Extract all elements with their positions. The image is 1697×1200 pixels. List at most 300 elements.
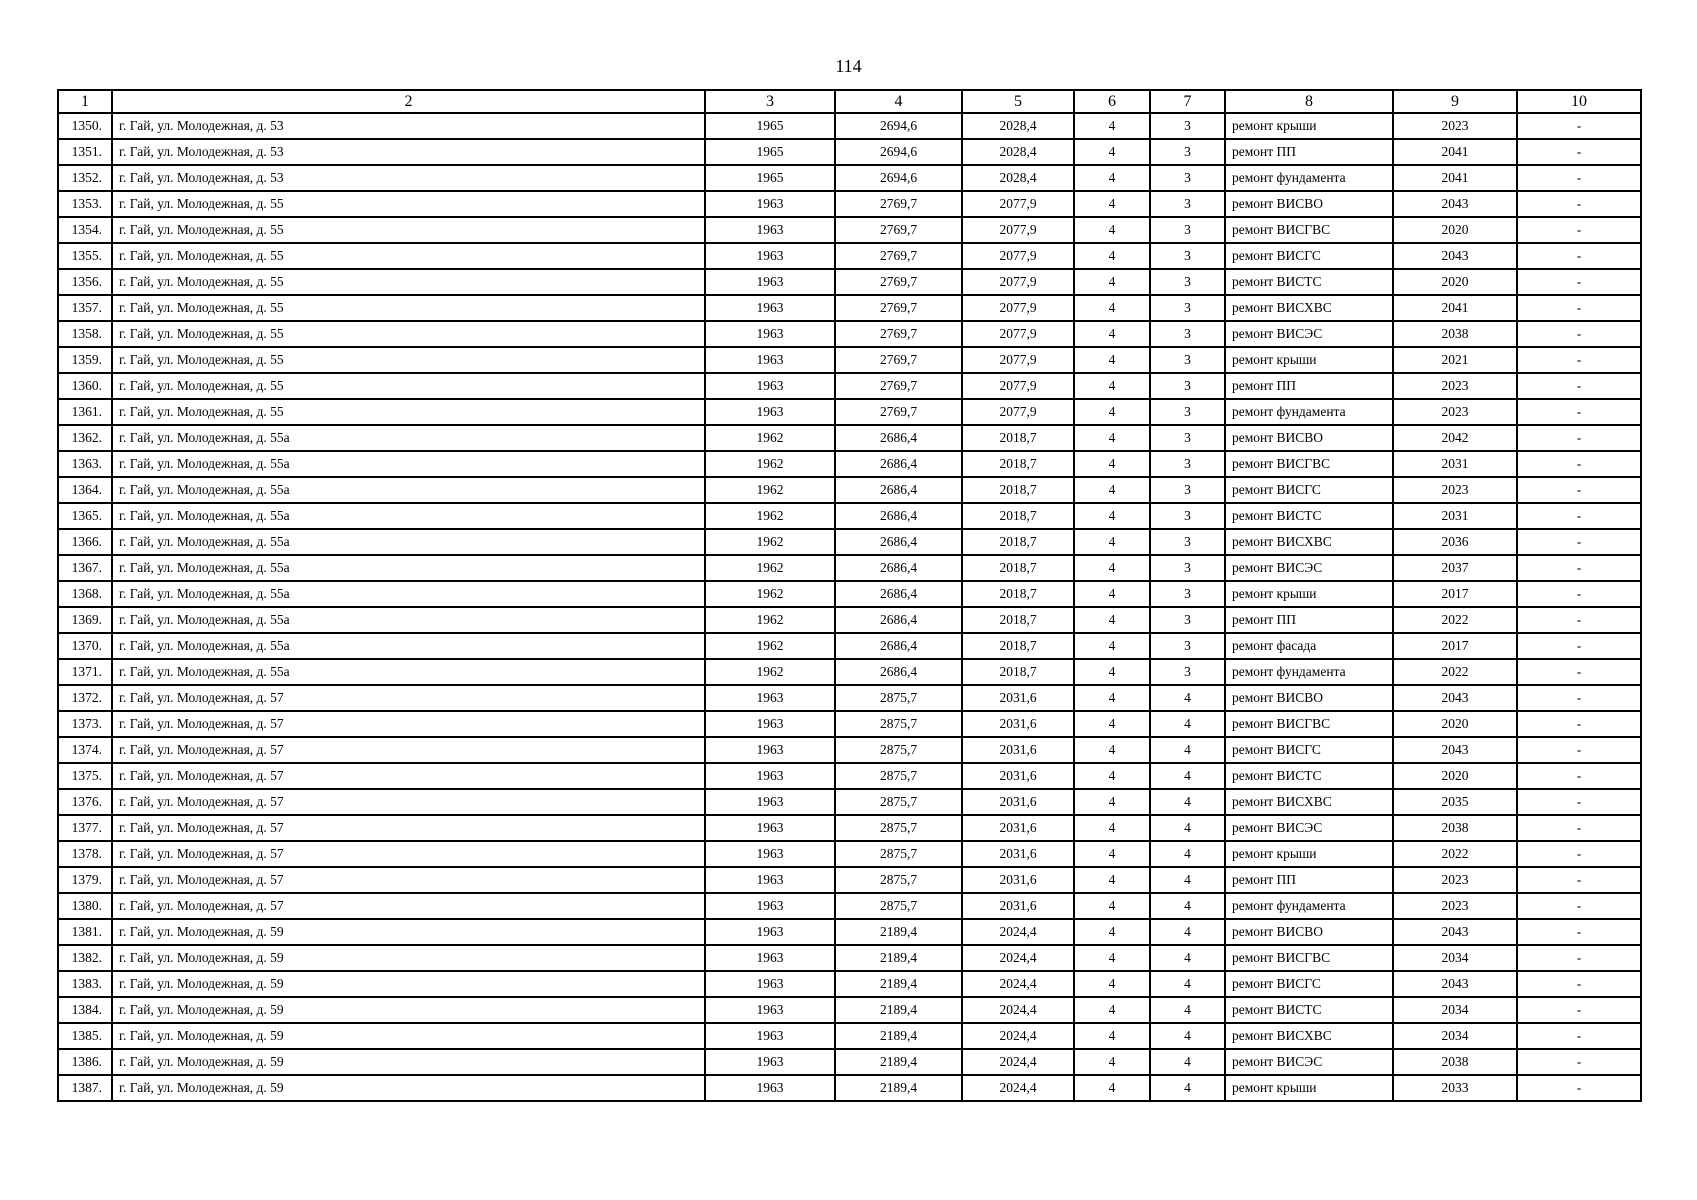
- floors-cell: 4: [1074, 243, 1150, 269]
- floors-cell: 4: [1074, 295, 1150, 321]
- address-cell: г. Гай, ул. Молодежная, д. 55: [112, 347, 705, 373]
- entrances-cell: 4: [1150, 1075, 1225, 1101]
- floors-cell: 4: [1074, 191, 1150, 217]
- work-type-cell: ремонт ПП: [1225, 607, 1393, 633]
- column-header-7: 7: [1150, 90, 1225, 113]
- note-cell: -: [1517, 451, 1641, 477]
- column-header-9: 9: [1393, 90, 1517, 113]
- entrances-cell: 3: [1150, 659, 1225, 685]
- living-area-cell: 2031,6: [962, 893, 1074, 919]
- living-area-cell: 2018,7: [962, 451, 1074, 477]
- row-number-cell: 1352.: [58, 165, 112, 191]
- entrances-cell: 3: [1150, 373, 1225, 399]
- total-area-cell: 2189,4: [835, 1075, 962, 1101]
- living-area-cell: 2031,6: [962, 867, 1074, 893]
- year-cell: 1963: [705, 295, 835, 321]
- total-area-cell: 2694,6: [835, 165, 962, 191]
- note-cell: -: [1517, 295, 1641, 321]
- table-row: [58, 451, 1641, 477]
- table-row: [58, 347, 1641, 373]
- row-number-cell: 1372.: [58, 685, 112, 711]
- total-area-cell: 2875,7: [835, 685, 962, 711]
- year-cell: 1965: [705, 113, 835, 139]
- floors-cell: 4: [1074, 321, 1150, 347]
- entrances-cell: 4: [1150, 919, 1225, 945]
- work-type-cell: ремонт ВИСХВС: [1225, 1023, 1393, 1049]
- total-area-cell: 2189,4: [835, 1023, 962, 1049]
- living-area-cell: 2031,6: [962, 789, 1074, 815]
- address-cell: г. Гай, ул. Молодежная, д. 53: [112, 165, 705, 191]
- entrances-cell: 3: [1150, 113, 1225, 139]
- floors-cell: 4: [1074, 269, 1150, 295]
- living-area-cell: 2077,9: [962, 347, 1074, 373]
- note-cell: -: [1517, 113, 1641, 139]
- work-year-cell: 2038: [1393, 815, 1517, 841]
- total-area-cell: 2686,4: [835, 633, 962, 659]
- work-year-cell: 2043: [1393, 191, 1517, 217]
- note-cell: -: [1517, 685, 1641, 711]
- year-cell: 1963: [705, 711, 835, 737]
- entrances-cell: 4: [1150, 841, 1225, 867]
- table-row: [58, 711, 1641, 737]
- note-cell: -: [1517, 243, 1641, 269]
- living-area-cell: 2077,9: [962, 321, 1074, 347]
- row-number-cell: 1358.: [58, 321, 112, 347]
- year-cell: 1962: [705, 477, 835, 503]
- living-area-cell: 2031,6: [962, 841, 1074, 867]
- total-area-cell: 2769,7: [835, 217, 962, 243]
- year-cell: 1963: [705, 1075, 835, 1101]
- row-number-cell: 1374.: [58, 737, 112, 763]
- address-cell: г. Гай, ул. Молодежная, д. 57: [112, 893, 705, 919]
- floors-cell: 4: [1074, 659, 1150, 685]
- row-number-cell: 1387.: [58, 1075, 112, 1101]
- living-area-cell: 2024,4: [962, 997, 1074, 1023]
- work-type-cell: ремонт крыши: [1225, 1075, 1393, 1101]
- table-row: [58, 789, 1641, 815]
- floors-cell: 4: [1074, 815, 1150, 841]
- table-row: [58, 1023, 1641, 1049]
- year-cell: 1963: [705, 321, 835, 347]
- living-area-cell: 2077,9: [962, 243, 1074, 269]
- note-cell: -: [1517, 633, 1641, 659]
- table-row: [58, 113, 1641, 139]
- living-area-cell: 2077,9: [962, 373, 1074, 399]
- floors-cell: 4: [1074, 451, 1150, 477]
- living-area-cell: 2018,7: [962, 633, 1074, 659]
- living-area-cell: 2077,9: [962, 191, 1074, 217]
- living-area-cell: 2018,7: [962, 555, 1074, 581]
- table-row: [58, 269, 1641, 295]
- note-cell: -: [1517, 425, 1641, 451]
- row-number-cell: 1377.: [58, 815, 112, 841]
- work-year-cell: 2043: [1393, 971, 1517, 997]
- total-area-cell: 2875,7: [835, 841, 962, 867]
- work-year-cell: 2034: [1393, 997, 1517, 1023]
- year-cell: 1963: [705, 399, 835, 425]
- row-number-cell: 1354.: [58, 217, 112, 243]
- floors-cell: 4: [1074, 217, 1150, 243]
- floors-cell: 4: [1074, 1049, 1150, 1075]
- entrances-cell: 4: [1150, 971, 1225, 997]
- entrances-cell: 3: [1150, 243, 1225, 269]
- work-year-cell: 2034: [1393, 945, 1517, 971]
- work-type-cell: ремонт ПП: [1225, 373, 1393, 399]
- table-row: [58, 737, 1641, 763]
- entrances-cell: 4: [1150, 763, 1225, 789]
- total-area-cell: 2686,4: [835, 477, 962, 503]
- entrances-cell: 4: [1150, 711, 1225, 737]
- work-year-cell: 2020: [1393, 217, 1517, 243]
- address-cell: г. Гай, ул. Молодежная, д. 57: [112, 789, 705, 815]
- row-number-cell: 1367.: [58, 555, 112, 581]
- work-year-cell: 2043: [1393, 919, 1517, 945]
- living-area-cell: 2077,9: [962, 217, 1074, 243]
- living-area-cell: 2028,4: [962, 165, 1074, 191]
- note-cell: -: [1517, 945, 1641, 971]
- floors-cell: 4: [1074, 581, 1150, 607]
- table-row: [58, 399, 1641, 425]
- work-type-cell: ремонт фундамента: [1225, 165, 1393, 191]
- note-cell: -: [1517, 1049, 1641, 1075]
- work-type-cell: ремонт ВИСВО: [1225, 425, 1393, 451]
- table-row: [58, 919, 1641, 945]
- work-year-cell: 2017: [1393, 581, 1517, 607]
- work-type-cell: ремонт фасада: [1225, 633, 1393, 659]
- entrances-cell: 4: [1150, 945, 1225, 971]
- year-cell: 1963: [705, 191, 835, 217]
- total-area-cell: 2686,4: [835, 607, 962, 633]
- year-cell: 1963: [705, 919, 835, 945]
- row-number-cell: 1363.: [58, 451, 112, 477]
- total-area-cell: 2769,7: [835, 373, 962, 399]
- total-area-cell: 2694,6: [835, 139, 962, 165]
- work-type-cell: ремонт ВИСХВС: [1225, 789, 1393, 815]
- address-cell: г. Гай, ул. Молодежная, д. 53: [112, 139, 705, 165]
- total-area-cell: 2686,4: [835, 529, 962, 555]
- note-cell: -: [1517, 269, 1641, 295]
- work-type-cell: ремонт ВИСТС: [1225, 503, 1393, 529]
- address-cell: г. Гай, ул. Молодежная, д. 53: [112, 113, 705, 139]
- living-area-cell: 2024,4: [962, 1023, 1074, 1049]
- total-area-cell: 2769,7: [835, 243, 962, 269]
- note-cell: -: [1517, 789, 1641, 815]
- work-year-cell: 2022: [1393, 659, 1517, 685]
- row-number-cell: 1355.: [58, 243, 112, 269]
- note-cell: -: [1517, 763, 1641, 789]
- floors-cell: 4: [1074, 893, 1150, 919]
- work-year-cell: 2020: [1393, 269, 1517, 295]
- work-type-cell: ремонт ВИСГВС: [1225, 217, 1393, 243]
- page-number: 114: [835, 56, 862, 76]
- floors-cell: 4: [1074, 529, 1150, 555]
- work-year-cell: 2020: [1393, 763, 1517, 789]
- work-year-cell: 2038: [1393, 1049, 1517, 1075]
- entrances-cell: 3: [1150, 633, 1225, 659]
- note-cell: -: [1517, 607, 1641, 633]
- work-year-cell: 2023: [1393, 373, 1517, 399]
- row-number-cell: 1357.: [58, 295, 112, 321]
- work-year-cell: 2023: [1393, 867, 1517, 893]
- floors-cell: 4: [1074, 867, 1150, 893]
- address-cell: г. Гай, ул. Молодежная, д. 59: [112, 1049, 705, 1075]
- work-type-cell: ремонт ВИСГВС: [1225, 945, 1393, 971]
- address-cell: г. Гай, ул. Молодежная, д. 55: [112, 295, 705, 321]
- total-area-cell: 2875,7: [835, 815, 962, 841]
- living-area-cell: 2018,7: [962, 425, 1074, 451]
- address-cell: г. Гай, ул. Молодежная, д. 57: [112, 763, 705, 789]
- table-row: [58, 191, 1641, 217]
- note-cell: -: [1517, 399, 1641, 425]
- year-cell: 1962: [705, 633, 835, 659]
- year-cell: 1962: [705, 425, 835, 451]
- work-year-cell: 2022: [1393, 607, 1517, 633]
- floors-cell: 4: [1074, 997, 1150, 1023]
- work-type-cell: ремонт ПП: [1225, 867, 1393, 893]
- work-year-cell: 2031: [1393, 503, 1517, 529]
- living-area-cell: 2018,7: [962, 529, 1074, 555]
- work-type-cell: ремонт ВИСЭС: [1225, 321, 1393, 347]
- address-cell: г. Гай, ул. Молодежная, д. 59: [112, 1075, 705, 1101]
- address-cell: г. Гай, ул. Молодежная, д. 55: [112, 243, 705, 269]
- floors-cell: 4: [1074, 737, 1150, 763]
- total-area-cell: 2769,7: [835, 347, 962, 373]
- entrances-cell: 3: [1150, 165, 1225, 191]
- address-cell: г. Гай, ул. Молодежная, д. 55: [112, 217, 705, 243]
- address-cell: г. Гай, ул. Молодежная, д. 55а: [112, 477, 705, 503]
- work-type-cell: ремонт ВИСТС: [1225, 997, 1393, 1023]
- total-area-cell: 2875,7: [835, 763, 962, 789]
- work-year-cell: 2031: [1393, 451, 1517, 477]
- address-cell: г. Гай, ул. Молодежная, д. 55: [112, 321, 705, 347]
- total-area-cell: 2769,7: [835, 191, 962, 217]
- table-row: [58, 971, 1641, 997]
- work-year-cell: 2035: [1393, 789, 1517, 815]
- row-number-cell: 1370.: [58, 633, 112, 659]
- row-number-cell: 1376.: [58, 789, 112, 815]
- note-cell: -: [1517, 217, 1641, 243]
- work-year-cell: 2041: [1393, 295, 1517, 321]
- total-area-cell: 2875,7: [835, 711, 962, 737]
- floors-cell: 4: [1074, 971, 1150, 997]
- entrances-cell: 3: [1150, 295, 1225, 321]
- total-area-cell: 2686,4: [835, 503, 962, 529]
- floors-cell: 4: [1074, 477, 1150, 503]
- table-row: [58, 581, 1641, 607]
- note-cell: -: [1517, 191, 1641, 217]
- total-area-cell: 2875,7: [835, 893, 962, 919]
- total-area-cell: 2189,4: [835, 919, 962, 945]
- row-number-cell: 1384.: [58, 997, 112, 1023]
- work-year-cell: 2043: [1393, 685, 1517, 711]
- year-cell: 1963: [705, 1049, 835, 1075]
- column-header-10: 10: [1517, 90, 1641, 113]
- table-row: [58, 139, 1641, 165]
- living-area-cell: 2018,7: [962, 503, 1074, 529]
- table-row: [58, 477, 1641, 503]
- column-header-1: 1: [58, 90, 112, 113]
- note-cell: -: [1517, 139, 1641, 165]
- work-year-cell: 2034: [1393, 1023, 1517, 1049]
- row-number-cell: 1353.: [58, 191, 112, 217]
- living-area-cell: 2031,6: [962, 685, 1074, 711]
- work-year-cell: 2043: [1393, 243, 1517, 269]
- address-cell: г. Гай, ул. Молодежная, д. 59: [112, 1023, 705, 1049]
- work-year-cell: 2033: [1393, 1075, 1517, 1101]
- year-cell: 1963: [705, 815, 835, 841]
- entrances-cell: 3: [1150, 555, 1225, 581]
- note-cell: -: [1517, 997, 1641, 1023]
- floors-cell: 4: [1074, 711, 1150, 737]
- note-cell: -: [1517, 503, 1641, 529]
- total-area-cell: 2769,7: [835, 399, 962, 425]
- total-area-cell: 2769,7: [835, 269, 962, 295]
- work-year-cell: 2037: [1393, 555, 1517, 581]
- row-number-cell: 1351.: [58, 139, 112, 165]
- column-header-6: 6: [1074, 90, 1150, 113]
- row-number-cell: 1369.: [58, 607, 112, 633]
- year-cell: 1963: [705, 893, 835, 919]
- column-header-8: 8: [1225, 90, 1393, 113]
- address-cell: г. Гай, ул. Молодежная, д. 59: [112, 945, 705, 971]
- row-number-cell: 1366.: [58, 529, 112, 555]
- note-cell: -: [1517, 659, 1641, 685]
- work-year-cell: 2041: [1393, 165, 1517, 191]
- living-area-cell: 2077,9: [962, 399, 1074, 425]
- row-number-cell: 1378.: [58, 841, 112, 867]
- note-cell: -: [1517, 841, 1641, 867]
- note-cell: -: [1517, 477, 1641, 503]
- total-area-cell: 2189,4: [835, 1049, 962, 1075]
- work-year-cell: 2021: [1393, 347, 1517, 373]
- row-number-cell: 1365.: [58, 503, 112, 529]
- work-year-cell: 2023: [1393, 477, 1517, 503]
- entrances-cell: 3: [1150, 581, 1225, 607]
- total-area-cell: 2686,4: [835, 659, 962, 685]
- note-cell: -: [1517, 867, 1641, 893]
- work-type-cell: ремонт ВИСГС: [1225, 477, 1393, 503]
- entrances-cell: 3: [1150, 191, 1225, 217]
- table-row: [58, 217, 1641, 243]
- row-number-cell: 1379.: [58, 867, 112, 893]
- floors-cell: 4: [1074, 113, 1150, 139]
- table-row: [58, 659, 1641, 685]
- work-type-cell: ремонт крыши: [1225, 841, 1393, 867]
- total-area-cell: 2686,4: [835, 425, 962, 451]
- table-row: [58, 685, 1641, 711]
- address-cell: г. Гай, ул. Молодежная, д. 57: [112, 711, 705, 737]
- living-area-cell: 2031,6: [962, 711, 1074, 737]
- work-type-cell: ремонт крыши: [1225, 113, 1393, 139]
- year-cell: 1962: [705, 555, 835, 581]
- note-cell: -: [1517, 1075, 1641, 1101]
- note-cell: -: [1517, 1023, 1641, 1049]
- total-area-cell: 2769,7: [835, 295, 962, 321]
- work-year-cell: 2020: [1393, 711, 1517, 737]
- year-cell: 1962: [705, 529, 835, 555]
- table-row: [58, 503, 1641, 529]
- address-cell: г. Гай, ул. Молодежная, д. 55а: [112, 633, 705, 659]
- header-row: [58, 90, 1641, 113]
- work-type-cell: ремонт ВИСВО: [1225, 919, 1393, 945]
- address-cell: г. Гай, ул. Молодежная, д. 57: [112, 737, 705, 763]
- row-number-cell: 1382.: [58, 945, 112, 971]
- living-area-cell: 2024,4: [962, 945, 1074, 971]
- total-area-cell: 2769,7: [835, 321, 962, 347]
- column-header-5: 5: [962, 90, 1074, 113]
- address-cell: г. Гай, ул. Молодежная, д. 55а: [112, 503, 705, 529]
- table-row: [58, 1075, 1641, 1101]
- floors-cell: 4: [1074, 165, 1150, 191]
- address-cell: г. Гай, ул. Молодежная, д. 57: [112, 685, 705, 711]
- year-cell: 1965: [705, 165, 835, 191]
- work-year-cell: 2023: [1393, 399, 1517, 425]
- note-cell: -: [1517, 165, 1641, 191]
- row-number-cell: 1362.: [58, 425, 112, 451]
- row-number-cell: 1385.: [58, 1023, 112, 1049]
- work-year-cell: 2038: [1393, 321, 1517, 347]
- living-area-cell: 2031,6: [962, 763, 1074, 789]
- work-type-cell: ремонт ВИСЭС: [1225, 815, 1393, 841]
- work-type-cell: ремонт ВИСГВС: [1225, 451, 1393, 477]
- address-cell: г. Гай, ул. Молодежная, д. 55: [112, 269, 705, 295]
- address-cell: г. Гай, ул. Молодежная, д. 55а: [112, 451, 705, 477]
- address-cell: г. Гай, ул. Молодежная, д. 55: [112, 191, 705, 217]
- year-cell: 1963: [705, 789, 835, 815]
- floors-cell: 4: [1074, 503, 1150, 529]
- work-type-cell: ремонт ВИСВО: [1225, 191, 1393, 217]
- year-cell: 1963: [705, 867, 835, 893]
- living-area-cell: 2031,6: [962, 815, 1074, 841]
- year-cell: 1963: [705, 945, 835, 971]
- living-area-cell: 2077,9: [962, 295, 1074, 321]
- floors-cell: 4: [1074, 633, 1150, 659]
- year-cell: 1965: [705, 139, 835, 165]
- entrances-cell: 3: [1150, 529, 1225, 555]
- row-number-cell: 1350.: [58, 113, 112, 139]
- total-area-cell: 2686,4: [835, 451, 962, 477]
- total-area-cell: 2189,4: [835, 945, 962, 971]
- living-area-cell: 2024,4: [962, 1075, 1074, 1101]
- table-row: [58, 555, 1641, 581]
- work-type-cell: ремонт ВИСХВС: [1225, 529, 1393, 555]
- living-area-cell: 2018,7: [962, 659, 1074, 685]
- row-number-cell: 1359.: [58, 347, 112, 373]
- floors-cell: 4: [1074, 555, 1150, 581]
- living-area-cell: 2077,9: [962, 269, 1074, 295]
- row-number-cell: 1360.: [58, 373, 112, 399]
- work-year-cell: 2017: [1393, 633, 1517, 659]
- table-row: [58, 373, 1641, 399]
- table-header: [58, 90, 1641, 113]
- work-year-cell: 2042: [1393, 425, 1517, 451]
- table-row: [58, 243, 1641, 269]
- entrances-cell: 4: [1150, 685, 1225, 711]
- entrances-cell: 4: [1150, 867, 1225, 893]
- year-cell: 1962: [705, 503, 835, 529]
- total-area-cell: 2694,6: [835, 113, 962, 139]
- floors-cell: 4: [1074, 373, 1150, 399]
- floors-cell: 4: [1074, 945, 1150, 971]
- work-year-cell: 2022: [1393, 841, 1517, 867]
- row-number-cell: 1368.: [58, 581, 112, 607]
- address-cell: г. Гай, ул. Молодежная, д. 59: [112, 971, 705, 997]
- entrances-cell: 4: [1150, 1023, 1225, 1049]
- table-row: [58, 607, 1641, 633]
- living-area-cell: 2024,4: [962, 1049, 1074, 1075]
- work-type-cell: ремонт ВИСГВС: [1225, 711, 1393, 737]
- year-cell: 1963: [705, 997, 835, 1023]
